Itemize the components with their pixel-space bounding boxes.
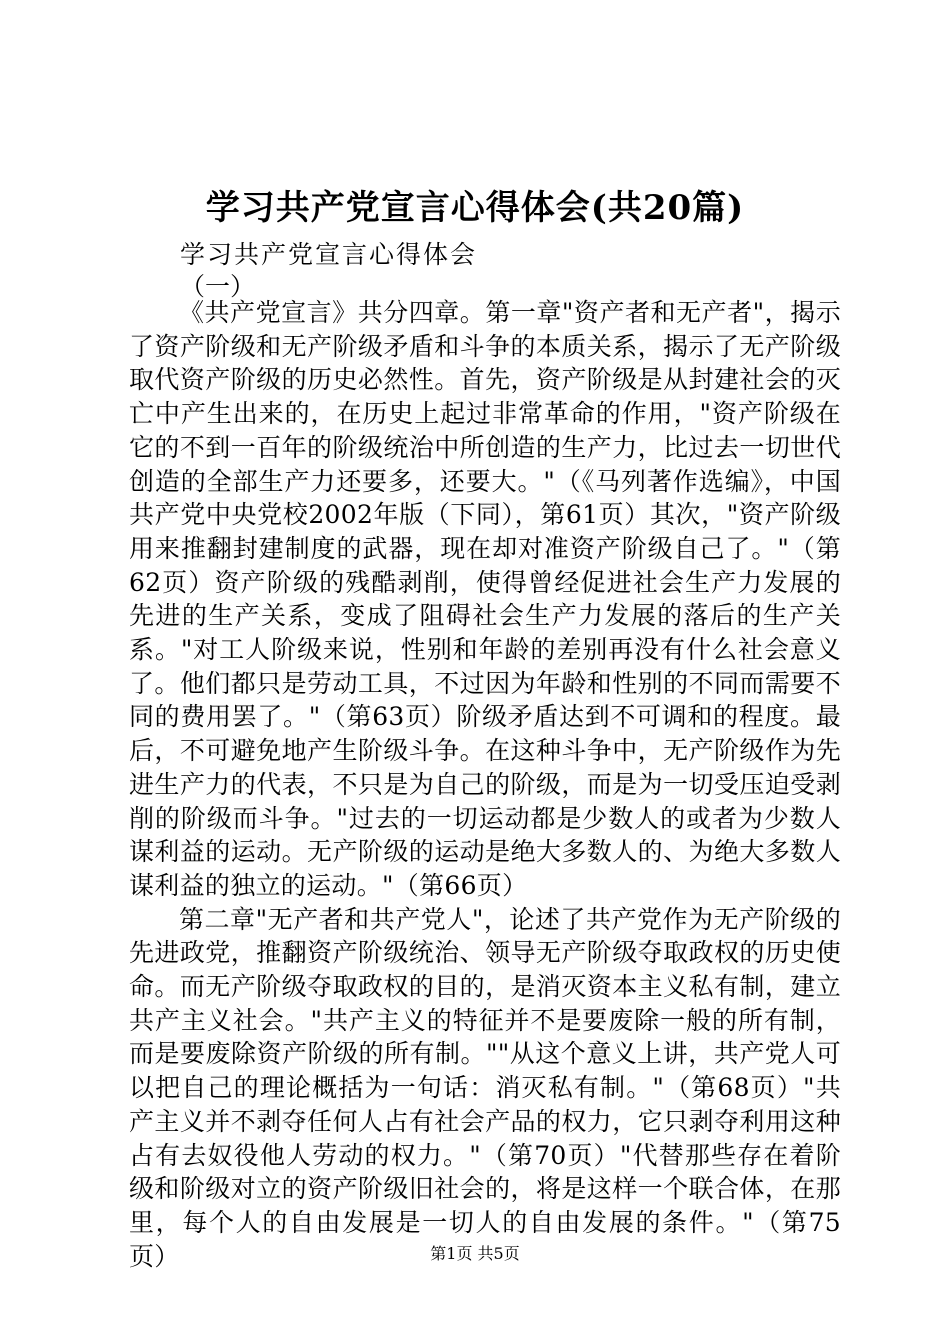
document-subtitle: 学习共产党宣言心得体会 [180,240,478,269]
paragraph-chapter-two: 第二章"无产者和共产党人"，论述了共产党作为无产阶级的先进政党，推翻资产阶级统治、领导无产阶级夺取政权的历史使命。而无产阶级夺取政权的目的，是消灭资本主义私有制，建立共产主义社会。"共产主义的特征并不是要废除一般的所有制，而是要废除资产阶级的所有制。""从这个意义上讲，共产党人可以把自己的理论概括为一句话：消灭私有制。"（第68页）"共产主义并不剥夺任何人占有社会产品的权力，它只剥夺利用这种占有去奴役他人劳动的权力。"（第70页）"代替那些存在着阶级和阶级对立的资产阶级旧社会的，将是这样一个联合体，在那里，每个人的自由发展是一切人的自由发展的条件。"（第75页） [129,904,841,1271]
page-footer: 第1页 共5页 [430,1244,520,1263]
body-text [129,296,841,1273]
section-number: （一） [180,272,256,301]
paragraph-chapter-one: 《共产党宣言》共分四章。第一章"资产者和无产者"，揭示了资产阶级和无产阶级矛盾和斗争的本质关系，揭示了无产阶级取代资产阶级的历史必然性。首先，资产阶级是从封建社会的灭亡中产生出来的，在历史上起过非常革命的作用，"资产阶级在它的不到一百年的阶级统治中所创造的生产力，比过去一切世代创造的全部生产力还要多，还要大。"（《马列著作选编》，中国共产党中央党校2002年版（下同），第61页）其次，"资产阶级用来推翻封建制度的武器，现在却对准资产阶级自己了。"（第62页）资产阶级的残酷剥削，使得曾经促进社会生产力发展的先进的生产关系，变成了阻碍社会生产力发展的落后的生产关系。"对工人阶级来说，性别和年龄的差别再没有什么社会意义了。他们都只是劳动工具，不过因为年龄和性别的不同而需要不同的费用罢了。"（第63页）阶级矛盾达到不可调和的程度。最后，不可避免地产生阶级斗争。在这种斗争中，无产阶级作为先进生产力的代表，不只是为自己的阶级，而是为一切受压迫受剥削的阶级而斗争。"过去的一切运动都是少数人的或者为少数人谋利益的运动。无产阶级的运动是绝大多数人的、为绝大多数人谋利益的独立的运动。"（第66页） [129,298,841,900]
document-title: 学习共产党宣言心得体会(共20篇) [205,188,745,228]
